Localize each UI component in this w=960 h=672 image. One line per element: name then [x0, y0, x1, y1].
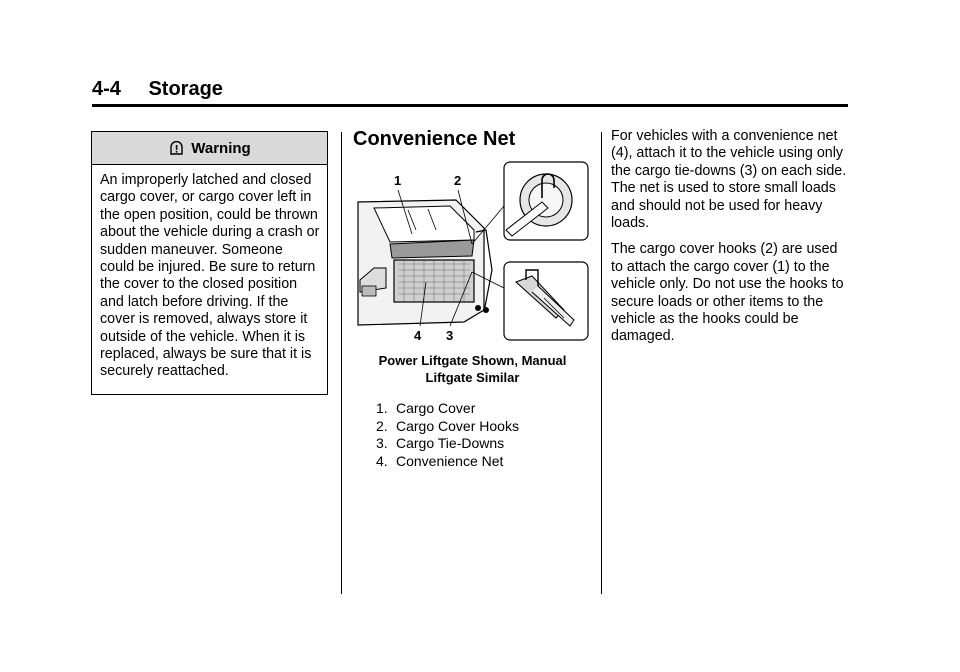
- caption-line-2: Liftgate Similar: [425, 370, 520, 385]
- figure-caption: [356, 352, 589, 386]
- page-number: 4-4: [92, 78, 121, 100]
- legend-item: 2. Cargo Cover Hooks: [376, 417, 519, 434]
- legend-item: 3. Cargo Tie-Downs: [376, 435, 505, 452]
- paragraph-cover-hooks: The cargo cover hooks (2) are used to attach the cargo cover (1) to the vehicle only. Do not use the hooks to secure loads or other items to the vehicle as the hooks could be damaged.: [611, 241, 844, 345]
- callout-1: 1: [394, 173, 402, 188]
- convenience-net-title: Convenience Net: [353, 128, 516, 150]
- warning-box: [91, 131, 328, 395]
- warning-icon: [168, 141, 185, 156]
- warning-title: Warning: [191, 139, 251, 157]
- section-heading: Storage: [148, 78, 223, 100]
- legend-item: 1. Cargo Cover: [376, 400, 476, 416]
- header-rule: [92, 104, 848, 107]
- callout-2: 2: [454, 173, 462, 188]
- page-header: [92, 78, 223, 101]
- callout-4: 4: [414, 328, 422, 343]
- legend-item: 4. Convenience Net: [376, 452, 504, 469]
- figure-legend: [376, 400, 519, 470]
- warning-text: An improperly latched and closed cargo cover, or cargo cover left in the open position, could be thrown about the vehicle during a crash or sudden maneuver. Someone could be injured. Be sure to return the cover to the closed position and latch before driving. If the cover is removed, always store it outside of the vehicle. When it is replaced, always be sure that it is securely reattached.: [100, 172, 320, 380]
- cargo-area-illustration: [356, 160, 589, 346]
- caption-line-1: Power Liftgate Shown, Manual: [378, 353, 567, 368]
- callout-3: 3: [446, 328, 454, 343]
- column-divider-2: [601, 132, 602, 594]
- column-divider-1: [341, 132, 342, 594]
- warning-header: [92, 132, 327, 165]
- paragraph-net-attach: For vehicles with a convenience net (4), attach it to the vehicle using only the cargo tie-downs (3) on each side. The net is used to store small loads and should not be used for heavy loads.: [611, 128, 847, 232]
- instructions-column: [611, 128, 853, 355]
